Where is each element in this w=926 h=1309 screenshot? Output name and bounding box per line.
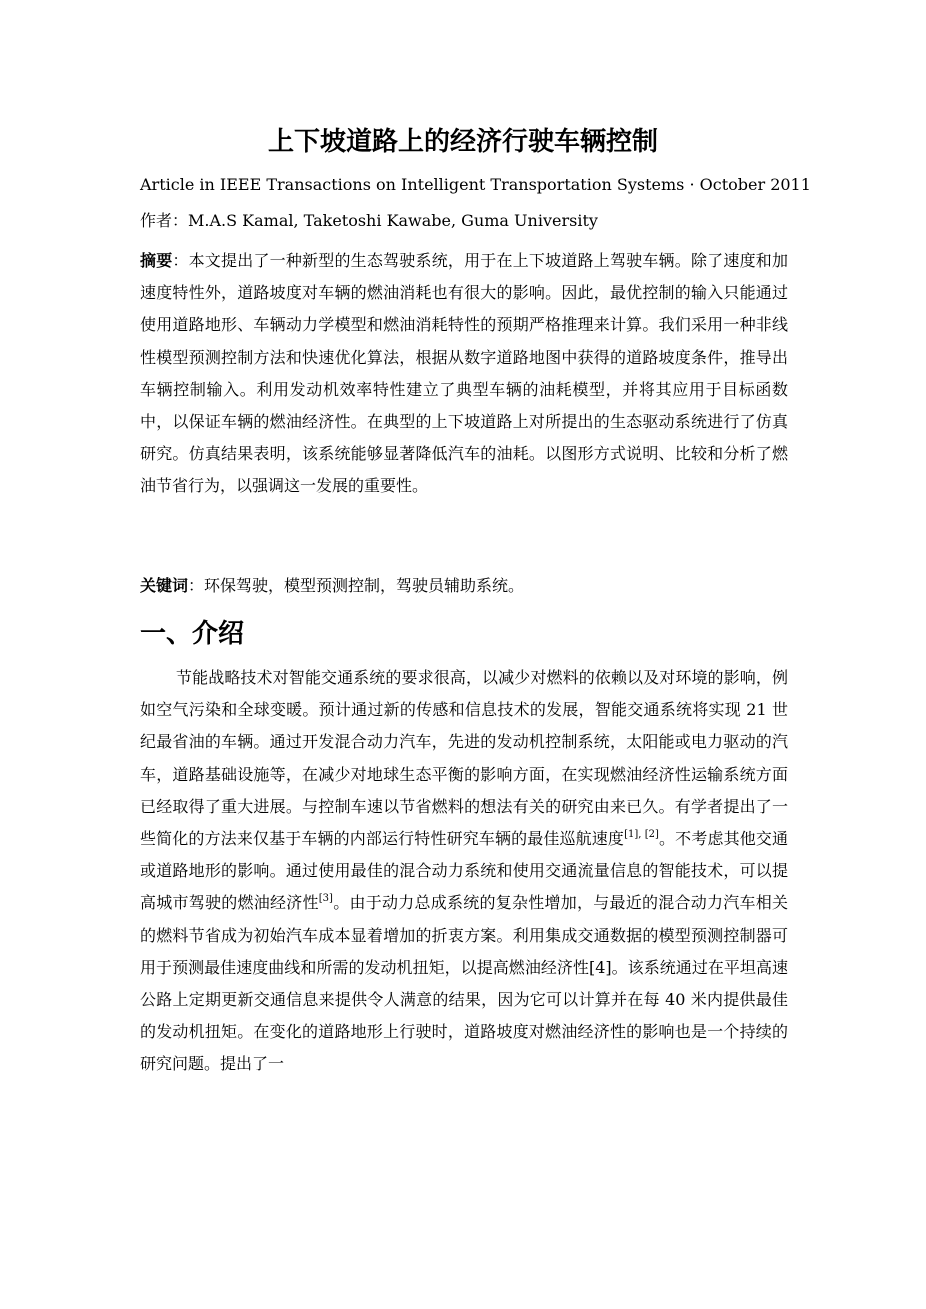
- intro-text-part3: 。由于动力总成系统的复杂性增加，与最近的混合动力汽车相关的燃料节省成为初始汽车成本显着增加的折衷方案。利用集成交通数据的模型预测控制器可用于预测最佳速度曲线和所需的发动机扭矩，以提高燃油经济性[4]。该系统通过在平坦高速公路上定期更新交通信息来提供令人满意的结果，因为它可以计算并在每 40 米内提供最佳的发动机扭矩。在变化的道路地形上行驶时，道路坡度对燃油经济性的影响也是一个持续的研究问题。提出了一: [140, 893, 788, 1074]
- citation-1-2: [1], [2]: [624, 829, 659, 841]
- intro-text-part2: 。不考虑其他交通或道路地形的影响。通过使用最佳的混合动力系统和使用交通流量信息的智能技术，可以提高城市驾驶的燃油经济性: [140, 829, 788, 913]
- paper-title: 上下坡道路上的经济行驶车辆控制: [267, 127, 658, 157]
- introduction-paragraph: [140, 662, 788, 1081]
- keywords-text: ：环保驾驶，模型预测控制，驾驶员辅助系统。: [188, 576, 525, 595]
- keywords-paragraph: [140, 570, 788, 602]
- citation-3: [3]: [318, 893, 333, 905]
- abstract-paragraph: [140, 245, 788, 503]
- abstract-text: ：本文提出了一种新型的生态驾驶系统，用于在上下坡道路上驾驶车辆。除了速度和加速度特性外，道路坡度对车辆的燃油消耗也有很大的影响。因此，最优控制的输入只能通过使用道路地形、车辆动力学模型和燃油消耗特性的预期严格推理来计算。我们采用一种非线性模型预测控制方法和快速优化算法，根据从数字道路地图中获得的道路坡度条件，推导出车辆控制输入。利用发动机效率特性建立了典型车辆的油耗模型，并将其应用于目标函数中，以保证车辆的燃油经济性。在典型的上下坡道路上对所提出的生态驱动系统进行了仿真研究。仿真结果表明，该系统能够显著降低汽车的油耗。以图形方式说明、比较和分析了燃油节省行为，以强调这一发展的重要性。: [140, 251, 788, 496]
- authors-line: 作者：M.A.S Kamal, Taketoshi Kawabe, Guma University: [140, 211, 598, 230]
- article-source-line: Article in IEEE Transactions on Intelligent Transportation Systems · October 2011: [140, 175, 811, 194]
- abstract-label: 摘要: [140, 251, 173, 270]
- keywords-label: 关键词: [140, 576, 189, 595]
- intro-text-part1: 节能战略技术对智能交通系统的要求很高，以减少对燃料的依赖以及对环境的影响，例如空气污染和全球变暖。预计通过新的传感和信息技术的发展，智能交通系统将实现 21 世纪最省油的车辆。通过开发混合动力汽车，先进的发动机控制系统，太阳能或电力驱动的汽车，道路基础设施等，在减少对地球生态平衡的影响方面，在实现燃油经济性运输系统方面已经取得了重大进展。与控制车速以节省燃料的想法有关的研究由来已久。有学者提出了一些简化的方法来仅基于车辆的内部运行特性研究车辆的最佳巡航速度: [140, 668, 788, 849]
- section-heading-introduction: 一、介绍: [140, 619, 245, 649]
